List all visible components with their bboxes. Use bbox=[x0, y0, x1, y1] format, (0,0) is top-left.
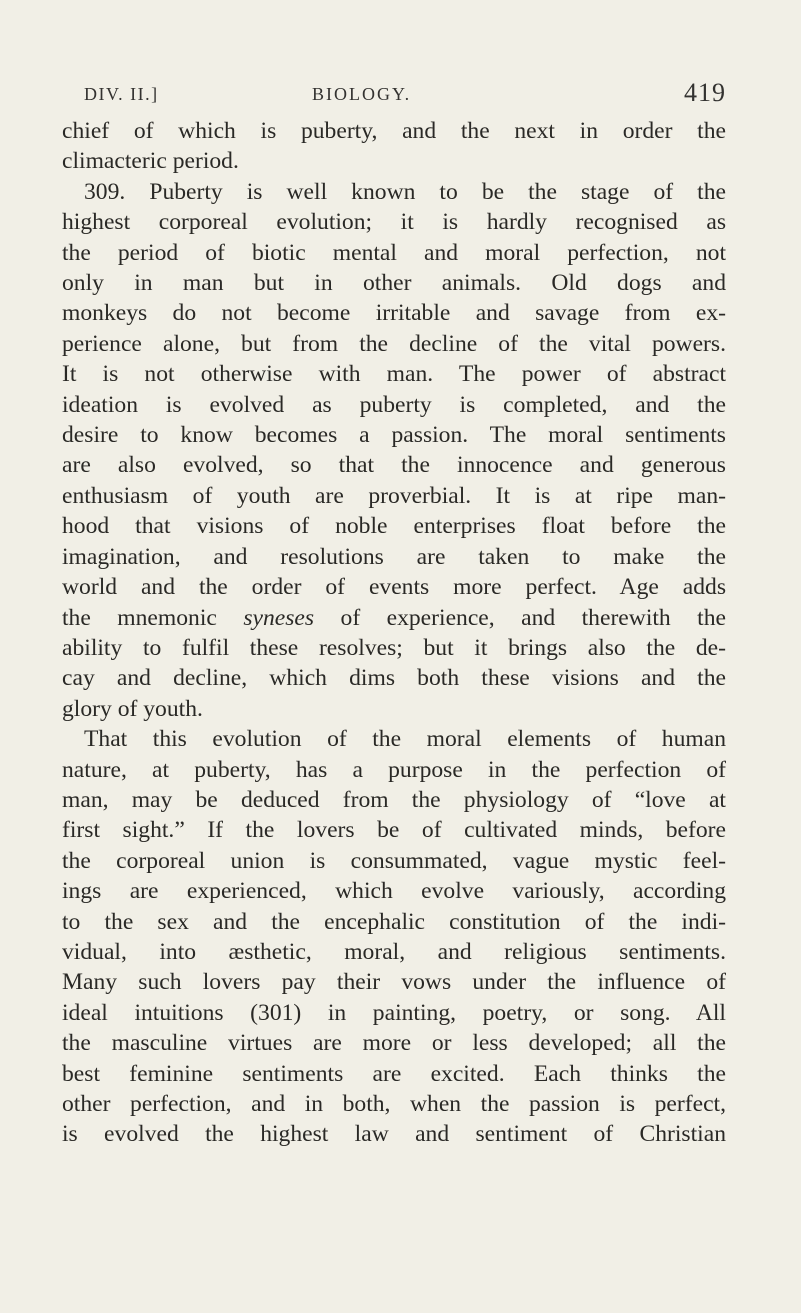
text-line: enthusiasm of youth are proverbial. It is at ripe man- bbox=[62, 482, 726, 509]
book-page bbox=[62, 72, 726, 1150]
text-line: are also evolved, so that the innocence and generous bbox=[62, 452, 726, 479]
text-line: That this evolution of the moral elements of human bbox=[84, 726, 726, 753]
running-head-title: BIOLOGY. bbox=[312, 84, 412, 104]
text-line: ideation is evolved as puberty is completed, and the bbox=[62, 391, 726, 418]
text-line: the corporeal union is consummated, vague mystic feel- bbox=[62, 847, 726, 874]
text-line: hood that visions of noble enterprises float before the bbox=[62, 513, 726, 540]
text-line: the mnemonic syneses of experience, and therewith the bbox=[62, 604, 726, 631]
text-line: ings are experienced, which evolve variously, according bbox=[62, 878, 726, 905]
running-head bbox=[62, 72, 726, 114]
text-line: It is not otherwise with man. The power of abstract bbox=[62, 361, 726, 388]
text-line: man, may be deduced from the physiology of “love at bbox=[62, 786, 726, 813]
text-line: monkeys do not become irritable and savage from ex- bbox=[62, 300, 726, 327]
text-line: is evolved the highest law and sentiment of Christian bbox=[62, 1121, 726, 1148]
text-line: climacteric period. bbox=[62, 148, 239, 175]
text-line: the period of biotic mental and moral perfection, not bbox=[62, 239, 726, 266]
text-line: best feminine sentiments are excited. Each thinks the bbox=[62, 1060, 726, 1087]
text-line: Many such lovers pay their vows under the influence of bbox=[62, 969, 726, 996]
body-text bbox=[62, 116, 726, 1150]
text-line: 309. Puberty is well known to be the stage of the bbox=[84, 178, 726, 205]
text-line: imagination, and resolutions are taken to make the bbox=[62, 543, 726, 570]
text-line: to the sex and the encephalic constitution of the indi- bbox=[62, 908, 726, 935]
text-line: highest corporeal evolution; it is hardly recognised as bbox=[62, 209, 726, 236]
text-line: perience alone, but from the decline of the vital powers. bbox=[62, 330, 726, 357]
text-line: nature, at puberty, has a purpose in the perfection of bbox=[62, 756, 726, 783]
text-line: glory of youth. bbox=[62, 695, 203, 722]
page-number: 419 bbox=[684, 78, 726, 107]
text-line: desire to know becomes a passion. The moral sentiments bbox=[62, 422, 726, 449]
text-line: world and the order of events more perfect. Age adds bbox=[62, 574, 726, 601]
text-line: the masculine virtues are more or less developed; all the bbox=[62, 1030, 726, 1057]
text-line: only in man but in other animals. Old dogs and bbox=[62, 270, 726, 297]
text-line: cay and decline, which dims both these visions and the bbox=[62, 665, 726, 692]
running-head-division: DIV. II.] bbox=[84, 84, 159, 104]
text-line: other perfection, and in both, when the passion is perfect, bbox=[62, 1091, 726, 1117]
italic-term: syneses bbox=[243, 604, 315, 631]
text-line: ideal intuitions (301) in painting, poetry, or song. All bbox=[62, 999, 726, 1026]
text-line: vidual, into æsthetic, moral, and religious sentiments. bbox=[62, 938, 726, 965]
text-line: chief of which is puberty, and the next in order the bbox=[62, 118, 726, 144]
text-line: first sight.” If the lovers be of cultivated minds, before bbox=[62, 817, 726, 844]
text-line: ability to fulfil these resolves; but it brings also the de- bbox=[62, 634, 726, 661]
